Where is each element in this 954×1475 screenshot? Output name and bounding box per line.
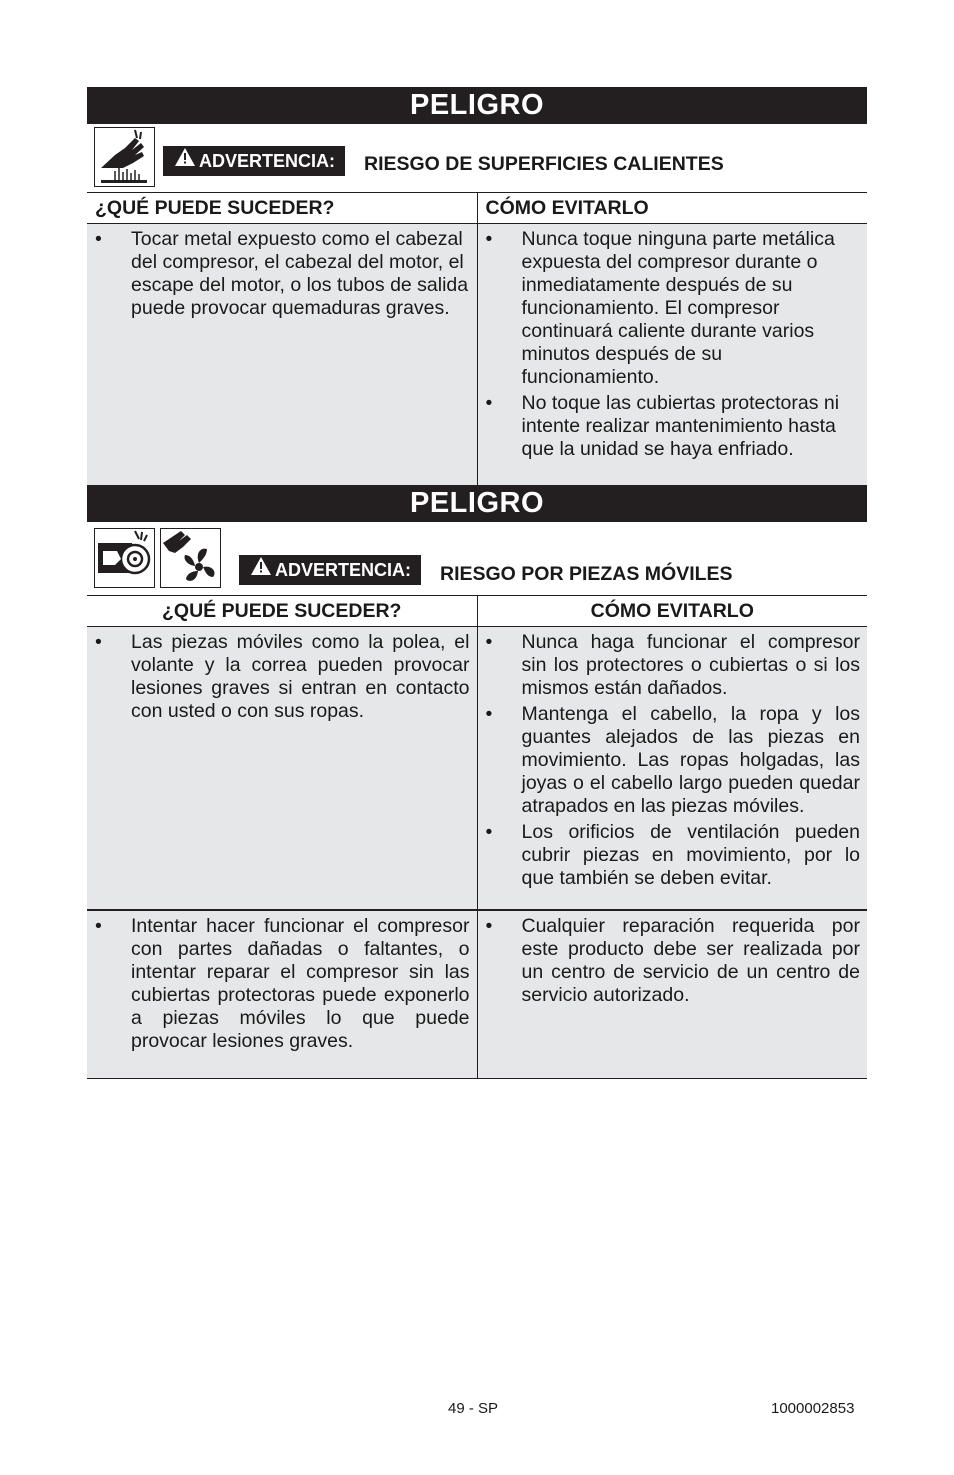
belt-pulley-entanglement-icon: [94, 528, 155, 588]
table-row: [87, 224, 867, 487]
advertencia-badge: [239, 555, 421, 585]
advertencia-label: ADVERTENCIA:: [199, 151, 336, 171]
list-item: • Nunca toque ninguna parte metálica expuesta del compresor durante o inmediatamente después de su funcionamiento. El compresor continuará caliente durante varios minutos después de su funcionamiento.: [485, 228, 835, 388]
table-row: [87, 910, 867, 1079]
hazard-table: [87, 595, 867, 1079]
risk-title: RIESGO DE SUPERFICIES CALIENTES: [364, 153, 724, 175]
advertencia-badge: [163, 146, 345, 176]
moving-parts-section: [87, 485, 867, 1079]
warning-triangle-icon: [175, 145, 195, 175]
danger-banner: PELIGRO: [87, 485, 867, 522]
page-number: 49 - SP: [448, 1400, 499, 1417]
warning-triangle-icon: [251, 554, 271, 584]
column-header-avoid: CÓMO EVITARLO: [477, 596, 867, 627]
risk-title: RIESGO POR PIEZAS MÓVILES: [440, 563, 733, 585]
warning-header: [87, 124, 867, 192]
warning-header: [87, 522, 867, 595]
list-item: • Nunca haga funcionar el compresor sin los protectores o cubiertas o si los mismos están dañados.: [485, 631, 860, 699]
advertencia-label: ADVERTENCIA:: [275, 560, 412, 580]
column-header-what: ¿QUÉ PUEDE SUCEDER?: [87, 596, 477, 627]
column-header-what: ¿QUÉ PUEDE SUCEDER?: [87, 193, 477, 224]
hand-fan-blade-icon: [160, 528, 221, 588]
list-item: • Las piezas móviles como la polea, el volante y la correa pueden provocar lesiones graves si entran en contacto con usted o con sus ropas.: [95, 631, 470, 722]
hazard-table: [87, 192, 867, 487]
list-item: • Los orificios de ventilación pueden cubrir piezas en movimiento, por lo que también se deben evitar.: [485, 821, 860, 889]
list-item: • No toque las cubiertas protectoras ni intente realizar mantenimiento hasta que la unidad se haya enfriado.: [485, 392, 840, 460]
table-row: [87, 627, 867, 911]
hot-surface-section: [87, 87, 867, 487]
list-item: • Intentar hacer funcionar el compresor con partes dañadas o faltantes, o intentar reparar el compresor sin las cubiertas protectoras puede exponerlo a piezas móviles lo que puede provocar lesiones graves.: [95, 915, 470, 1052]
hand-burn-hot-surface-icon: [94, 127, 155, 187]
list-item: • Cualquier reparación requerida por este producto debe ser realizada por un centro de servicio de un centro de servicio autorizado.: [485, 915, 860, 1006]
list-item: • Tocar metal expuesto como el cabezal del compresor, el cabezal del motor, el escape del motor, o los tubos de salida puede provocar quemaduras graves.: [95, 228, 469, 319]
column-header-avoid: CÓMO EVITARLO: [477, 193, 867, 224]
danger-banner: PELIGRO: [87, 87, 867, 124]
list-item: • Mantenga el cabello, la ropa y los guantes alejados de las piezas en movimiento. Las ropas holgadas, las joyas o el cabello largo pueden quedar atrapados en las piezas móviles.: [485, 703, 860, 817]
document-code: 1000002853: [771, 1400, 855, 1417]
